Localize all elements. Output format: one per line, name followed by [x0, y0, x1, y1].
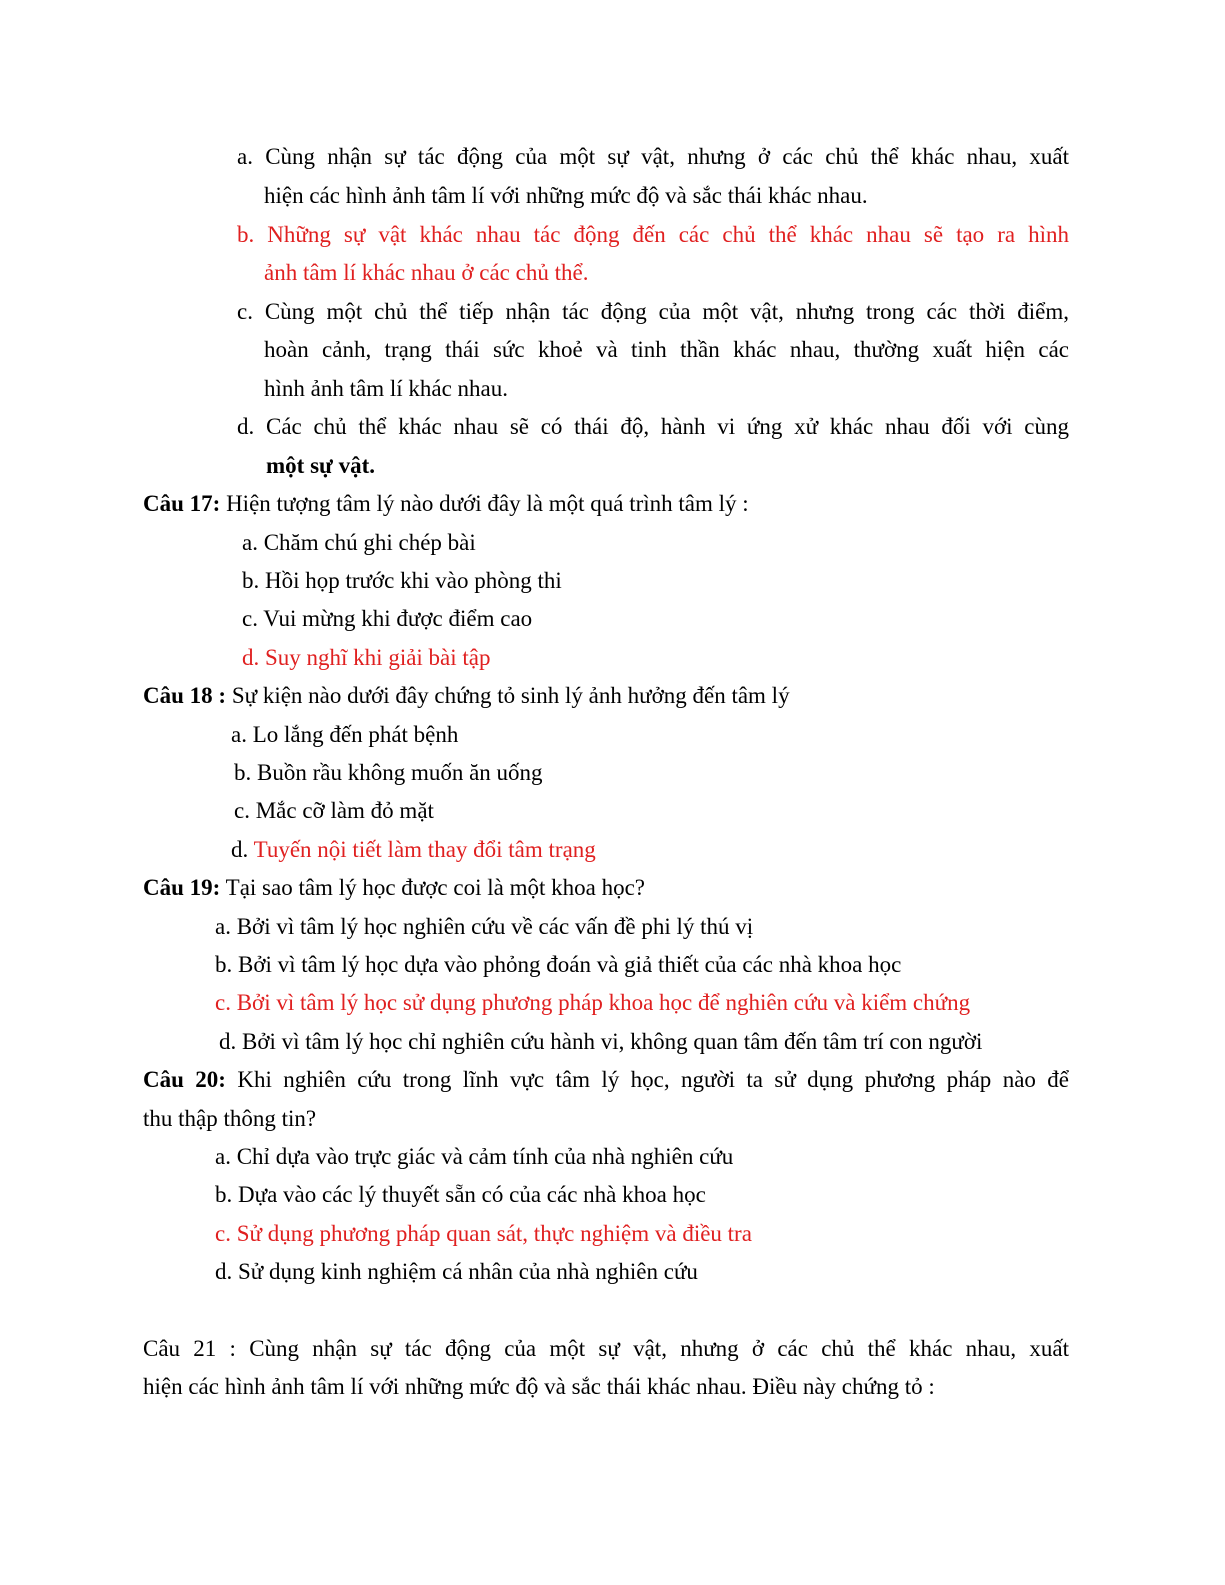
- q19-option-a: a. Bởi vì tâm lý học nghiên cứu về các vấn đề phi lý thú vị: [215, 914, 754, 939]
- prev-option-a-line-1: a. Cùng nhận sự tác động của một sự vật, nhưng ở các chủ thể khác nhau, xuất: [237, 144, 1069, 169]
- q17-option-c: c. Vui mừng khi được điểm cao: [242, 606, 533, 631]
- question-20-label: Câu 20:: [143, 1067, 226, 1092]
- question-18-label: Câu 18 :: [143, 683, 227, 708]
- q18-option-d-prefix: d.: [231, 837, 254, 862]
- question-19-label: Câu 19:: [143, 875, 221, 900]
- prev-option-b-line-2: ảnh tâm lí khác nhau ở các chủ thể.: [264, 260, 589, 285]
- q19-option-c: c. Bởi vì tâm lý học sử dụng phương pháp khoa học để nghiên cứu và kiểm chứng: [215, 990, 971, 1015]
- q19-option-d: d. Bởi vì tâm lý học chỉ nghiên cứu hành vi, không quan tâm đến tâm trí con người: [219, 1029, 983, 1054]
- question-17-text: Hiện tượng tâm lý nào dưới đây là một quá trình tâm lý :: [220, 491, 749, 516]
- prev-option-c-line-1: c. Cùng một chủ thể tiếp nhận tác động của một vật, nhưng trong các thời điểm,: [237, 299, 1069, 324]
- q18-option-d: [231, 835, 596, 865]
- prev-option-d-line-1: d. Các chủ thể khác nhau sẽ có thái độ, hành vi ứng xử khác nhau đối với cùng: [237, 414, 1069, 439]
- question-18: [143, 681, 790, 711]
- q19-option-b: b. Bởi vì tâm lý học dựa vào phỏng đoán và giả thiết của các nhà khoa học: [215, 952, 902, 977]
- q18-option-c: c. Mắc cỡ làm đỏ mặt: [234, 798, 434, 823]
- prev-option-b-line-1: b. Những sự vật khác nhau tác động đến các chủ thể khác nhau sẽ tạo ra hình: [237, 222, 1069, 247]
- q20-option-d: d. Sử dụng kinh nghiệm cá nhân của nhà nghiên cứu: [215, 1259, 698, 1284]
- q20-option-c: c. Sử dụng phương pháp quan sát, thực nghiệm và điều tra: [215, 1221, 752, 1246]
- question-19: [143, 873, 645, 903]
- q18-option-d-text: Tuyến nội tiết làm thay đổi tâm trạng: [253, 837, 596, 862]
- q18-option-a: a. Lo lắng đến phát bệnh: [231, 722, 459, 747]
- prev-option-d-line-2: một sự vật.: [266, 453, 375, 478]
- question-21-line-2: hiện các hình ảnh tâm lí với những mức độ và sắc thái khác nhau. Điều này chứng tỏ :: [143, 1374, 935, 1399]
- q18-option-b: b. Buồn rầu không muốn ăn uống: [234, 760, 543, 785]
- q20-option-b: b. Dựa vào các lý thuyết sẵn có của các nhà khoa học: [215, 1182, 706, 1207]
- question-17: [143, 489, 749, 519]
- question-18-text: Sự kiện nào dưới đây chứng tỏ sinh lý ảnh hưởng đến tâm lý: [226, 683, 790, 708]
- prev-option-c-line-3: hình ảnh tâm lí khác nhau.: [264, 376, 508, 401]
- prev-option-a-line-2: hiện các hình ảnh tâm lí với những mức độ và sắc thái khác nhau.: [264, 183, 868, 208]
- q17-option-a: a. Chăm chú ghi chép bài: [242, 530, 476, 555]
- q17-option-b: b. Hồi họp trước khi vào phòng thi: [242, 568, 562, 593]
- question-21-line-1: Câu 21 : Cùng nhận sự tác động của một sự vật, nhưng ở các chủ thể khác nhau, xuất: [143, 1336, 1069, 1361]
- q17-option-d: d. Suy nghĩ khi giải bài tập: [242, 645, 491, 670]
- prev-option-c-line-2: hoàn cảnh, trạng thái sức khoẻ và tinh thần khác nhau, thường xuất hiện các: [264, 337, 1069, 362]
- question-20-text-line-1: Khi nghiên cứu trong lĩnh vực tâm lý học, người ta sử dụng phương pháp nào để: [225, 1067, 1069, 1092]
- question-20: [143, 1065, 1069, 1095]
- question-17-label: Câu 17:: [143, 491, 221, 516]
- q20-option-a: a. Chỉ dựa vào trực giác và cảm tính của nhà nghiên cứu: [215, 1144, 734, 1169]
- question-19-text: Tại sao tâm lý học được coi là một khoa học?: [220, 875, 645, 900]
- question-20-text-line-2: thu thập thông tin?: [143, 1106, 317, 1131]
